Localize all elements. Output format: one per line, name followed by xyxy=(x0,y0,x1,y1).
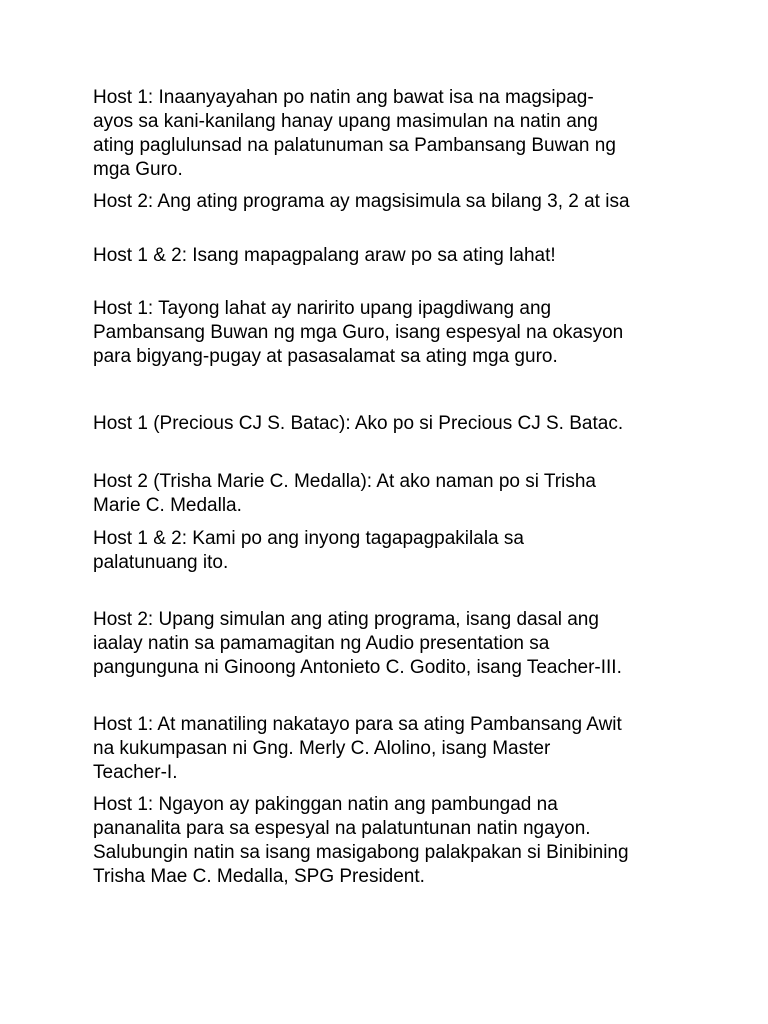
text-line: Trisha Mae C. Medalla, SPG President. xyxy=(93,866,425,887)
text-line: para bigyang-pugay at pasasalamat sa ating mga guro. xyxy=(93,346,558,367)
paragraph-host1-anthem xyxy=(93,713,693,785)
text-line: pananalita para sa espesyal na palatuntunan natin ngayon. xyxy=(93,818,591,839)
paragraph-host1-introduction xyxy=(93,412,693,436)
paragraph-host1-purpose xyxy=(93,297,693,369)
text-line: ating paglulunsad na palatunuman sa Pambansang Buwan ng xyxy=(93,135,616,156)
text-line: Host 2 (Trisha Marie C. Medalla): At ako naman po si Trisha xyxy=(93,471,596,492)
text-line: Host 1: Ngayon ay pakinggan natin ang pambungad na xyxy=(93,794,558,815)
text-line: Host 1: At manatiling nakatayo para sa ating Pambansang Awit xyxy=(93,714,622,735)
text-line: Host 2: Upang simulan ang ating programa, isang dasal ang xyxy=(93,609,599,630)
text-line: Host 1 & 2: Kami po ang inyong tagapagpakilala sa xyxy=(93,528,524,549)
text-line: na kukumpasan ni Gng. Merly C. Alolino, isang Master xyxy=(93,738,551,759)
paragraph-host1-opening-remarks xyxy=(93,793,693,889)
text-line: Teacher-I. xyxy=(93,762,178,783)
paragraph-hosts-role xyxy=(93,527,693,575)
paragraph-host1-invitation xyxy=(93,86,693,182)
text-line: mga Guro. xyxy=(93,159,183,180)
text-line: palatunuang ito. xyxy=(93,552,229,573)
text-line: iaalay natin sa pamamagitan ng Audio presentation sa xyxy=(93,633,550,654)
text-line: Host 2: Ang ating programa ay magsisimula sa bilang 3, 2 at isa xyxy=(93,191,630,212)
text-line: ayos sa kani-kanilang hanay upang masimulan na natin ang xyxy=(93,111,598,132)
text-line: Host 1 & 2: Isang mapagpalang araw po sa ating lahat! xyxy=(93,245,556,266)
text-line: Host 1: Inaanyayahan po natin ang bawat isa na magsipag- xyxy=(93,87,594,108)
paragraph-hosts-greeting xyxy=(93,244,693,268)
text-line: Marie C. Medalla. xyxy=(93,495,242,516)
text-line: Host 1: Tayong lahat ay naririto upang ipagdiwang ang xyxy=(93,298,552,319)
text-line: Pambansang Buwan ng mga Guro, isang espesyal na okasyon xyxy=(93,322,624,343)
text-line: Salubungin natin sa isang masigabong palakpakan si Binibining xyxy=(93,842,629,863)
paragraph-host2-countdown xyxy=(93,190,693,214)
paragraph-host2-introduction xyxy=(93,470,693,518)
text-line: Host 1 (Precious CJ S. Batac): Ako po si Precious CJ S. Batac. xyxy=(93,413,624,434)
text-line: pangunguna ni Ginoong Antonieto C. Godito, isang Teacher-III. xyxy=(93,657,622,678)
paragraph-host2-prayer xyxy=(93,608,693,680)
